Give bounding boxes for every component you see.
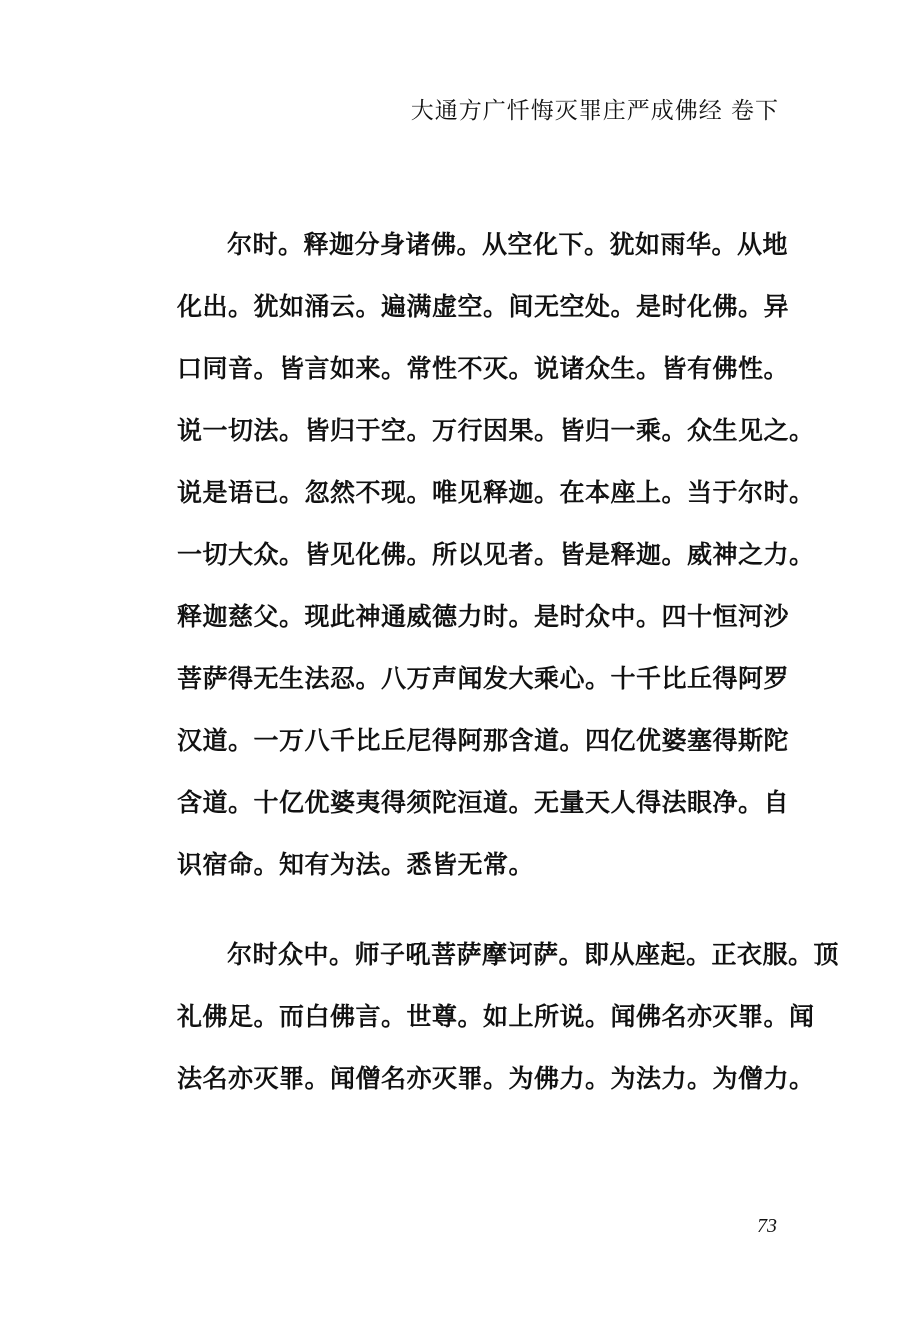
text-line: 菩萨得无生法忍。八万声闻发大乘心。十千比丘得阿罗: [177, 664, 790, 693]
text-line: 礼佛足。而白佛言。世尊。如上所说。闻佛名亦灭罪。闻: [177, 1002, 815, 1031]
text-line: 化出。犹如涌云。遍满虚空。间无空处。是时化佛。异: [177, 292, 790, 321]
text-line: 口同音。皆言如来。常性不灭。说诸众生。皆有佛性。: [177, 354, 790, 383]
text-line: 一切大众。皆见化佛。所以见者。皆是释迦。威神之力。: [177, 540, 815, 569]
running-header: 大通方广忏悔灭罪庄严成佛经 卷下: [410, 98, 779, 124]
text-line: 识宿命。知有为法。悉皆无常。: [177, 850, 535, 879]
text-line: 含道。十亿优婆夷得须陀洹道。无量天人得法眼净。自: [177, 788, 790, 817]
text-line: 汉道。一万八千比丘尼得阿那含道。四亿优婆塞得斯陀: [177, 726, 790, 755]
text-line: 尔时众中。师子吼菩萨摩诃萨。即从座起。正衣服。顶: [227, 940, 840, 969]
text-line: 法名亦灭罪。闻僧名亦灭罪。为佛力。为法力。为僧力。: [177, 1064, 815, 1093]
page-number: 73: [757, 1215, 777, 1237]
text-line: 说是语已。忽然不现。唯见释迦。在本座上。当于尔时。: [177, 478, 815, 507]
text-line: 说一切法。皆归于空。万行因果。皆归一乘。众生见之。: [177, 416, 815, 445]
paragraph-1: [177, 214, 815, 896]
text-line: 释迦慈父。现此神通威德力时。是时众中。四十恒河沙: [177, 602, 790, 631]
paragraph-2: [177, 924, 840, 1110]
text-line: 尔时。释迦分身诸佛。从空化下。犹如雨华。从地: [227, 230, 789, 259]
